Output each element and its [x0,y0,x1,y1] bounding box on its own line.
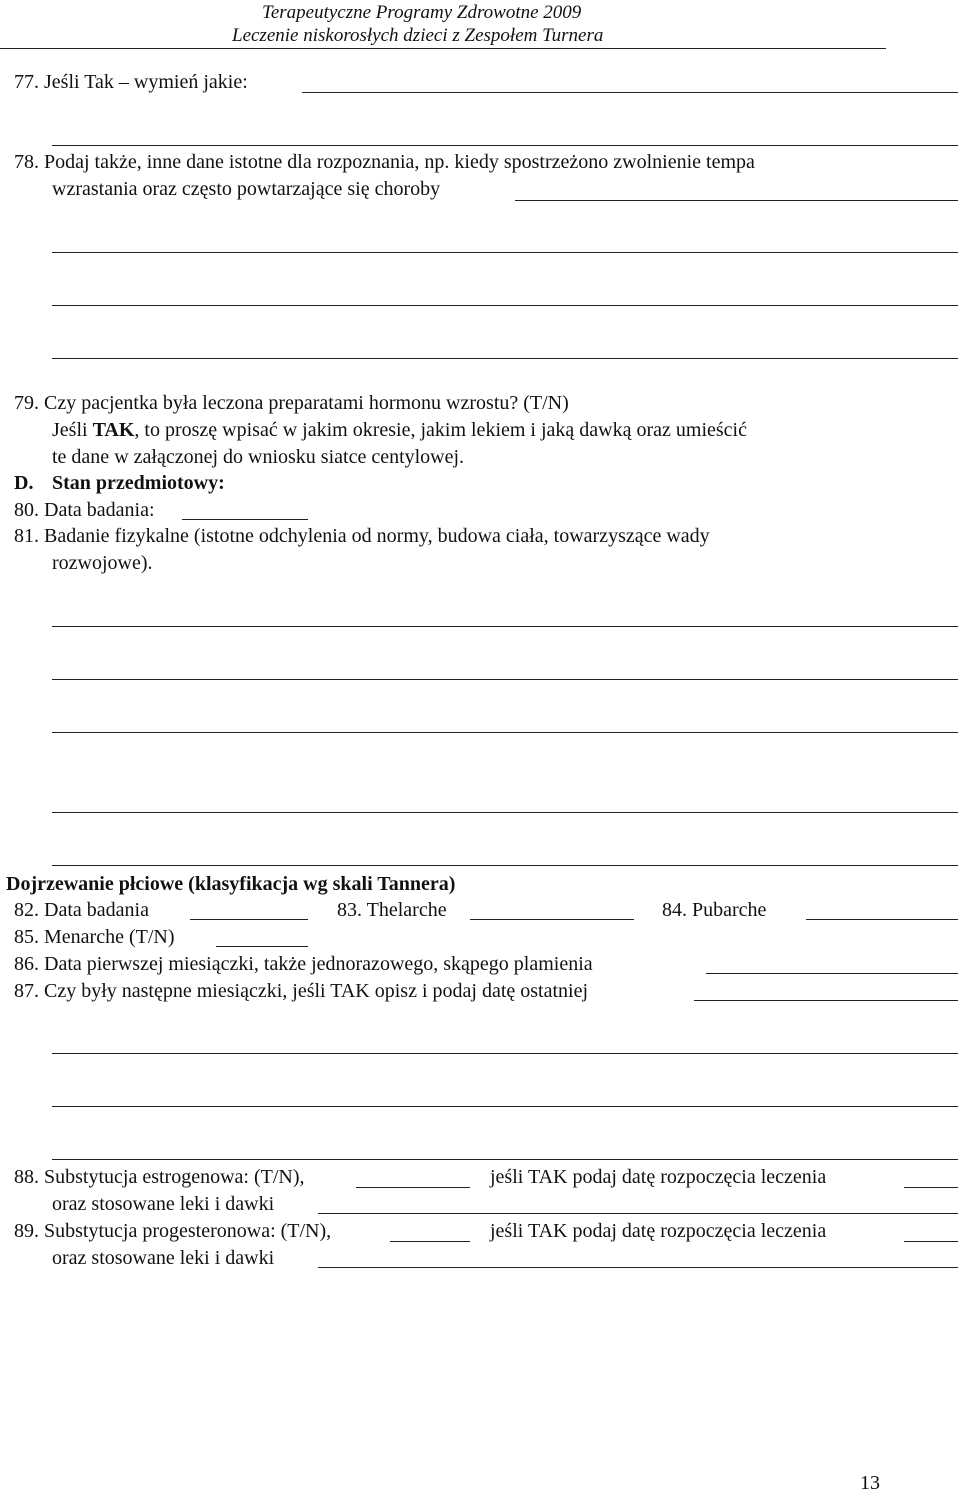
page-number: 13 [860,1472,880,1494]
tanner-section-title: Dojrzewanie płciowe (klasyfikacja wg skali Tannera) [6,873,456,895]
question-86-label: 86. Data pierwszej miesiączki, także jednorazowego, skąpego plamienia [14,953,593,975]
question-79-instruction-cont: te dane w załączonej do wniosku siatce centylowej. [52,446,465,468]
question-88-label: 88. Substytucja estrogenowa: (T/N), [14,1166,305,1188]
q87-answer-line-4[interactable] [52,1159,958,1160]
q81-answer-line-5[interactable] [52,865,958,866]
q87-answer-line-2[interactable] [52,1053,958,1054]
q89-date-field[interactable] [904,1241,958,1242]
q78-answer-line-2[interactable] [52,252,958,253]
q85-menarche-field[interactable] [216,946,308,947]
question-88-date-label: jeśli TAK podaj datę rozpoczęcia leczenia [490,1166,827,1188]
q77-answer-line[interactable] [302,92,958,93]
q82-date-field[interactable] [190,919,308,920]
header-document-title: Leczenie niskorosłych dzieci z Zespołem Turnera [232,25,604,46]
question-81-label-cont: rozwojowe). [52,552,153,574]
question-82-label: 82. Data badania [14,899,149,921]
question-89-label-cont: oraz stosowane leki i dawki [52,1247,275,1269]
question-85-label: 85. Menarche (T/N) [14,926,175,948]
header-rule [0,48,886,49]
q78-answer-line-4[interactable] [52,358,958,359]
q89-tn-field[interactable] [390,1241,470,1242]
q77-answer-line-2[interactable] [52,145,958,146]
question-88-label-cont: oraz stosowane leki i dawki [52,1193,275,1215]
question-87-label: 87. Czy były następne miesiączki, jeśli TAK opisz i podaj datę ostatniej [14,980,589,1002]
question-78-label: 78. Podaj także, inne dane istotne dla rozpoznania, np. kiedy spostrzeżono zwolnienie tempa [14,151,755,173]
question-81-label: 81. Badanie fizykalne (istotne odchylenia od normy, budowa ciała, towarzyszące wady [14,525,710,547]
question-79-label: 79. Czy pacjentka była leczona preparatami hormonu wzrostu? (T/N) [14,392,569,414]
q81-answer-line-4[interactable] [52,812,958,813]
question-83-label: 83. Thelarche [337,899,447,921]
q83-thelarche-field[interactable] [470,919,634,920]
q81-answer-line-1[interactable] [52,626,958,627]
q87-answer-line-3[interactable] [52,1106,958,1107]
q87-answer-line[interactable] [694,1000,958,1001]
q88-date-field[interactable] [904,1187,958,1188]
q84-pubarche-field[interactable] [806,919,958,920]
question-89-date-label: jeśli TAK podaj datę rozpoczęcia leczenia [490,1220,827,1242]
q81-answer-line-2[interactable] [52,679,958,680]
question-77-label: 77. Jeśli Tak – wymień jakie: [14,71,248,93]
q88-tn-field[interactable] [356,1187,470,1188]
q80-date-field[interactable] [182,519,308,520]
q78-answer-line-3[interactable] [52,305,958,306]
question-89-label: 89. Substytucja progesteronowa: (T/N), [14,1220,332,1242]
question-78-label-cont: wzrastania oraz często powtarzające się choroby [52,178,441,200]
question-84-label: 84. Pubarche [662,899,767,921]
q81-answer-line-3[interactable] [52,732,958,733]
q89-drugs-field[interactable] [318,1267,958,1268]
section-d-title: Stan przedmiotowy: [52,472,225,494]
question-80-label: 80. Data badania: [14,499,155,521]
header-program-title: Terapeutyczne Programy Zdrowotne 2009 [262,2,582,23]
section-d-letter: D. [14,472,34,494]
q86-date-field[interactable] [706,973,958,974]
q88-drugs-field[interactable] [318,1213,958,1214]
q78-answer-line[interactable] [515,200,958,201]
question-79-instruction: Jeśli TAK, to proszę wpisać w jakim okresie, jakim lekiem i jaką dawką oraz umieścić [52,419,747,441]
